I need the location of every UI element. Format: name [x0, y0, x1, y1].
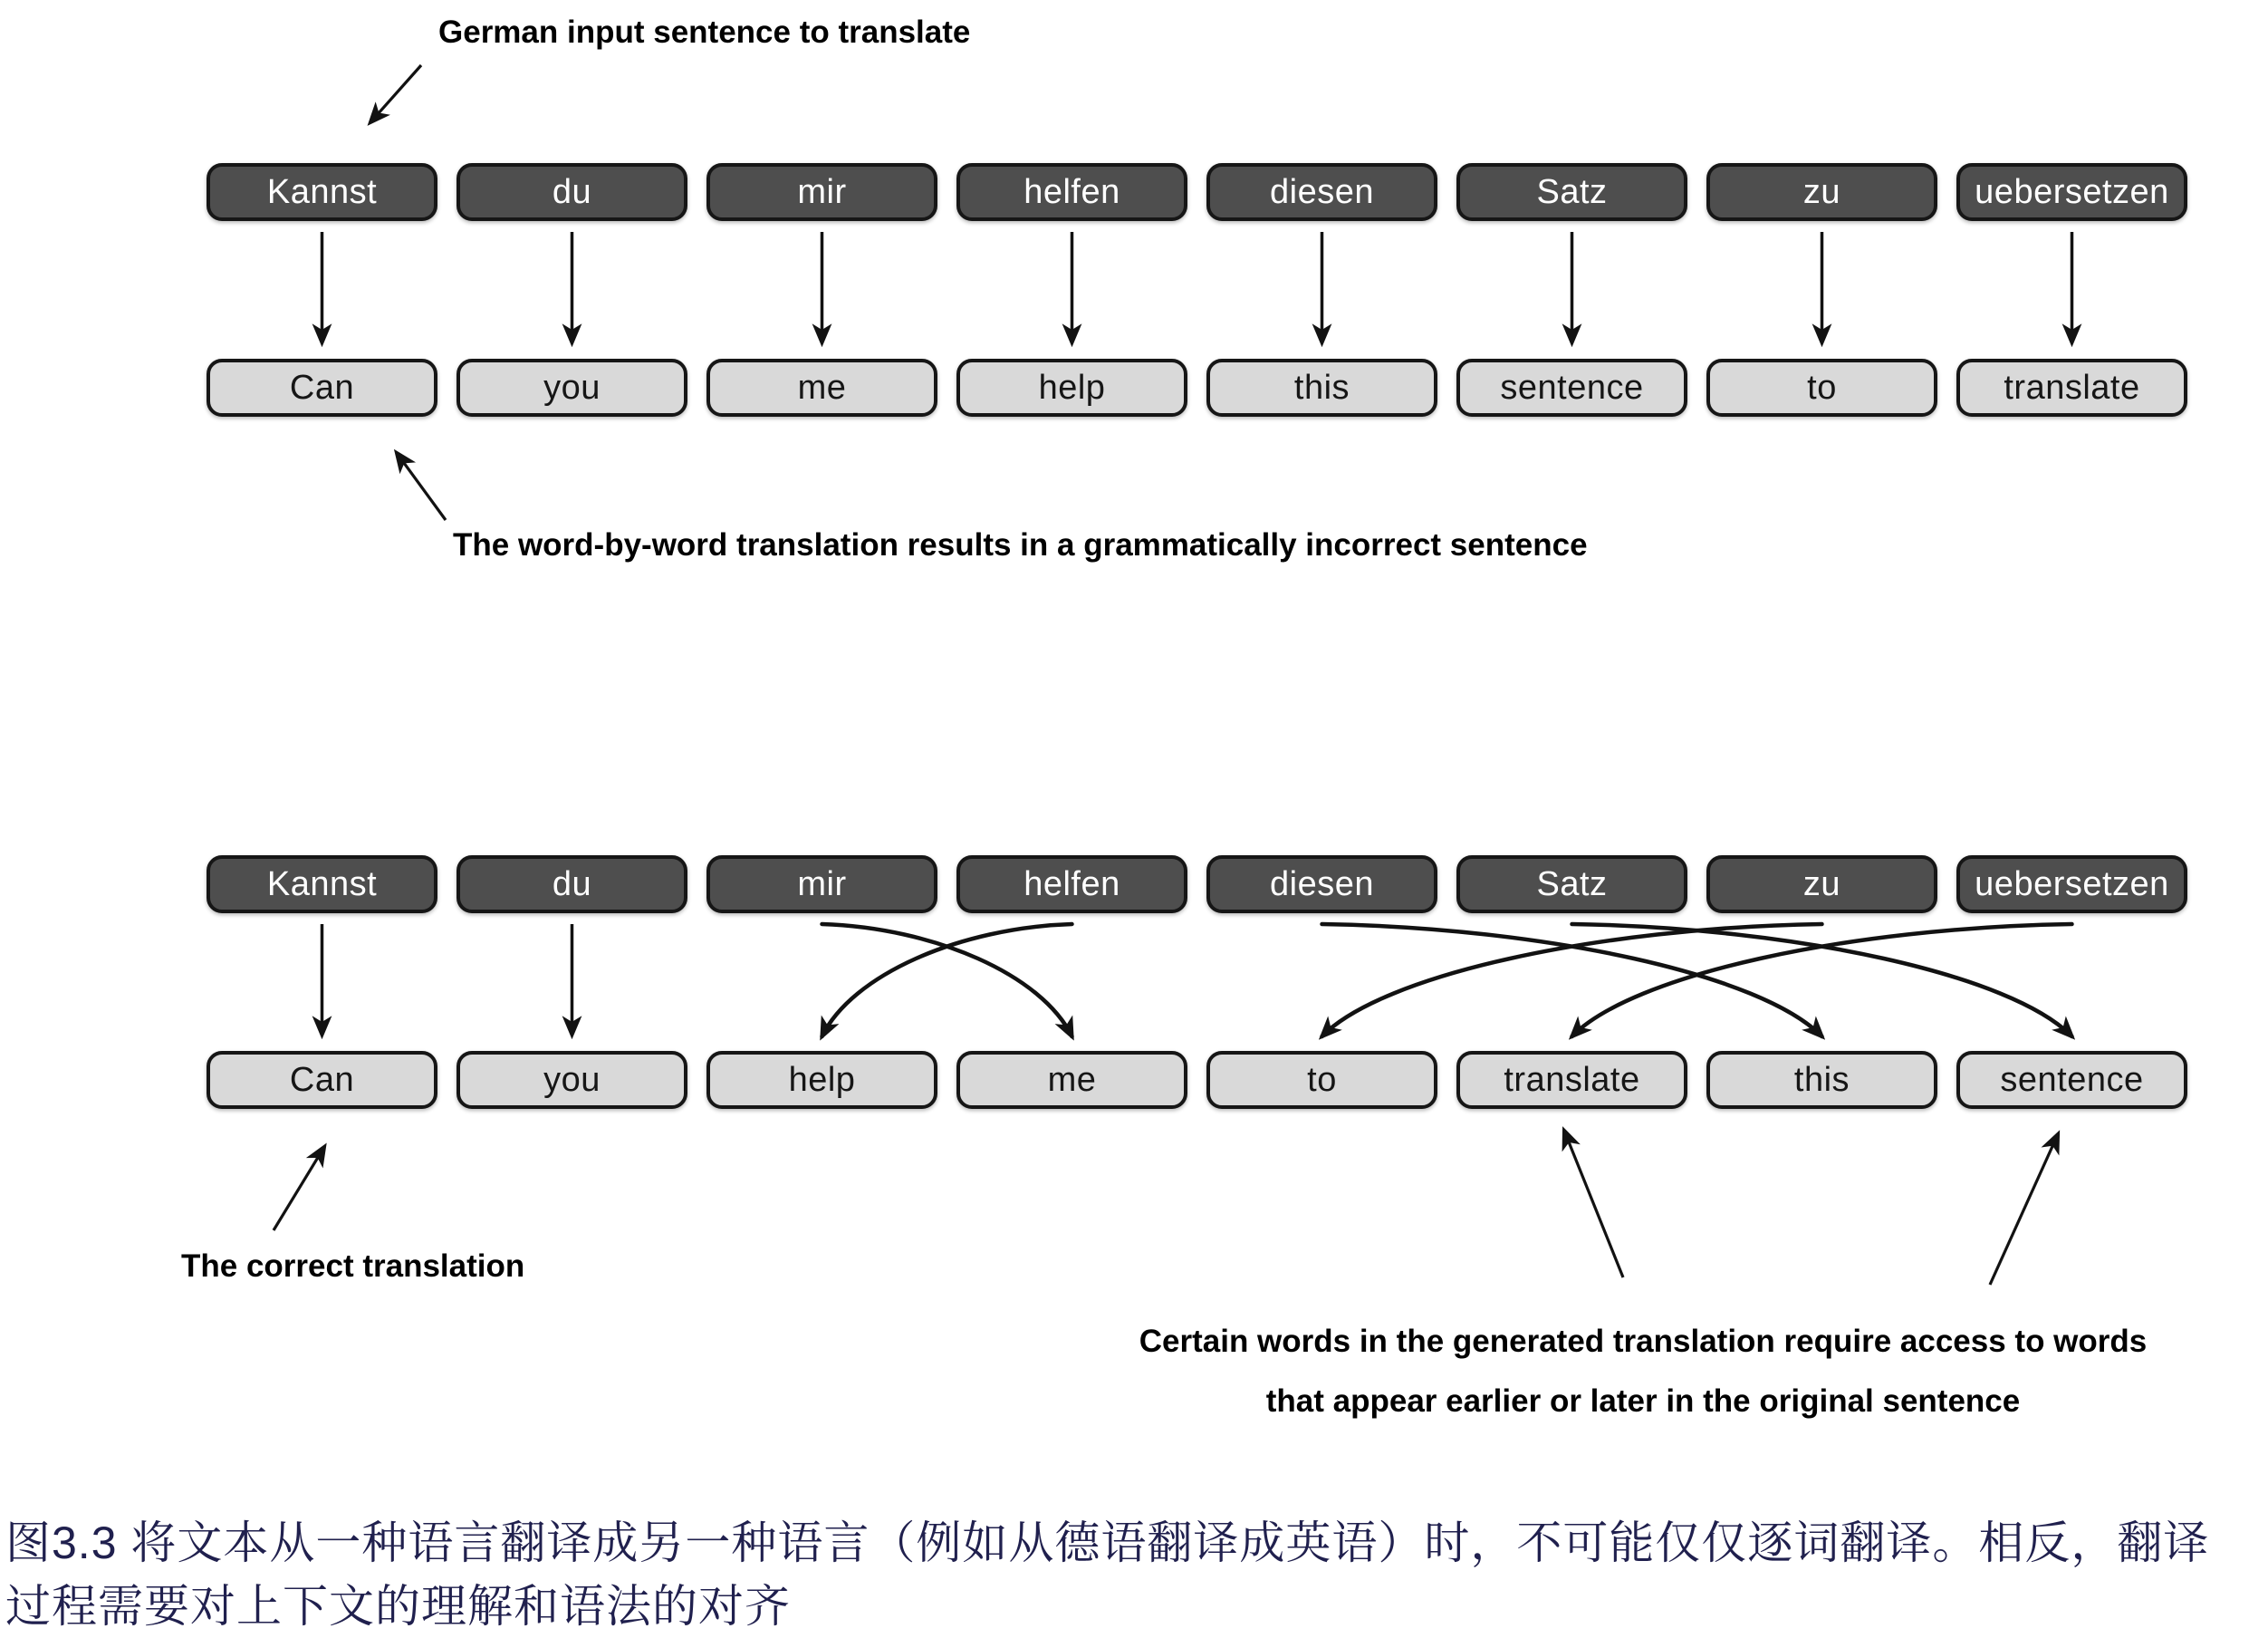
bottom-alignment-arrow-zu [1322, 924, 1822, 1036]
correct-translation-pointer-arrow [274, 1147, 324, 1230]
word-by-word-pointer-arrow [397, 453, 446, 520]
bottom-alignment-arrow-satz [1572, 924, 2072, 1036]
context-pointer-arrow-translate [1564, 1131, 1623, 1277]
top-german-word-box-kannst: Kannst [207, 163, 437, 221]
bottom-alignment-arrow-uebersetzen [1572, 924, 2072, 1036]
top-english-word-box-help: help [956, 359, 1187, 417]
figure-caption-line1: 图3.3 将文本从一种语言翻译成另一种语言（例如从德语翻译成英语）时，不可能仅仅逐词翻译。相反，翻译 [5, 1518, 2210, 1568]
top-english-word-box-translate: translate [1956, 359, 2187, 417]
bottom-english-word-box-help: help [706, 1051, 937, 1109]
context-access-note [918, 1312, 2268, 1431]
top-english-word-box-can: Can [207, 359, 437, 417]
bottom-german-word-box-uebersetzen: uebersetzen [1956, 855, 2187, 913]
bottom-german-word-box-zu: zu [1706, 855, 1937, 913]
top-german-word-box-diesen: diesen [1206, 163, 1437, 221]
top-english-word-box-me: me [706, 359, 937, 417]
bottom-alignment-arrow-helfen [822, 924, 1072, 1036]
figure-caption [5, 1511, 2266, 1638]
top-german-word-box-mir: mir [706, 163, 937, 221]
bottom-german-word-box-satz: Satz [1456, 855, 1687, 913]
context-access-note-line1: Certain words in the generated translation require access to words [1139, 1324, 2148, 1359]
top-english-word-box-sentence: sentence [1456, 359, 1687, 417]
top-german-word-box-du: du [456, 163, 687, 221]
bottom-german-word-box-kannst: Kannst [207, 855, 437, 913]
bottom-english-word-box-me: me [956, 1051, 1187, 1109]
bottom-german-word-box-diesen: diesen [1206, 855, 1437, 913]
bottom-english-word-box-sentence: sentence [1956, 1051, 2187, 1109]
top-german-word-box-satz: Satz [1456, 163, 1687, 221]
bottom-english-word-box-can: Can [207, 1051, 437, 1109]
bottom-german-word-box-helfen: helfen [956, 855, 1187, 913]
figure-caption-line2: 过程需要对上下文的理解和语法的对齐 [5, 1581, 791, 1632]
top-english-word-box-you: you [456, 359, 687, 417]
alignment-arrows [322, 232, 2072, 1036]
top-english-word-box-to: to [1706, 359, 1937, 417]
bottom-english-word-box-to: to [1206, 1051, 1437, 1109]
top-german-word-box-zu: zu [1706, 163, 1937, 221]
german-input-pointer-arrow [370, 65, 421, 122]
bottom-alignment-arrow-mir [822, 924, 1072, 1036]
context-pointer-arrow-sentence [1990, 1134, 2058, 1285]
bottom-german-word-box-du: du [456, 855, 687, 913]
top-german-word-box-helfen: helfen [956, 163, 1187, 221]
german-input-label: German input sentence to translate [438, 14, 971, 50]
bottom-english-word-box-you: you [456, 1051, 687, 1109]
top-english-word-box-this: this [1206, 359, 1437, 417]
bottom-alignment-arrow-diesen [1322, 924, 1822, 1036]
bottom-english-word-box-this: this [1706, 1051, 1937, 1109]
correct-translation-label: The correct translation [181, 1248, 525, 1284]
bottom-english-word-box-translate: translate [1456, 1051, 1687, 1109]
word-by-word-note: The word-by-word translation results in a grammatically incorrect sentence [453, 527, 1588, 563]
bottom-german-word-box-mir: mir [706, 855, 937, 913]
context-access-note-line2: that appear earlier or later in the original sentence [1265, 1383, 2021, 1419]
top-german-word-box-uebersetzen: uebersetzen [1956, 163, 2187, 221]
